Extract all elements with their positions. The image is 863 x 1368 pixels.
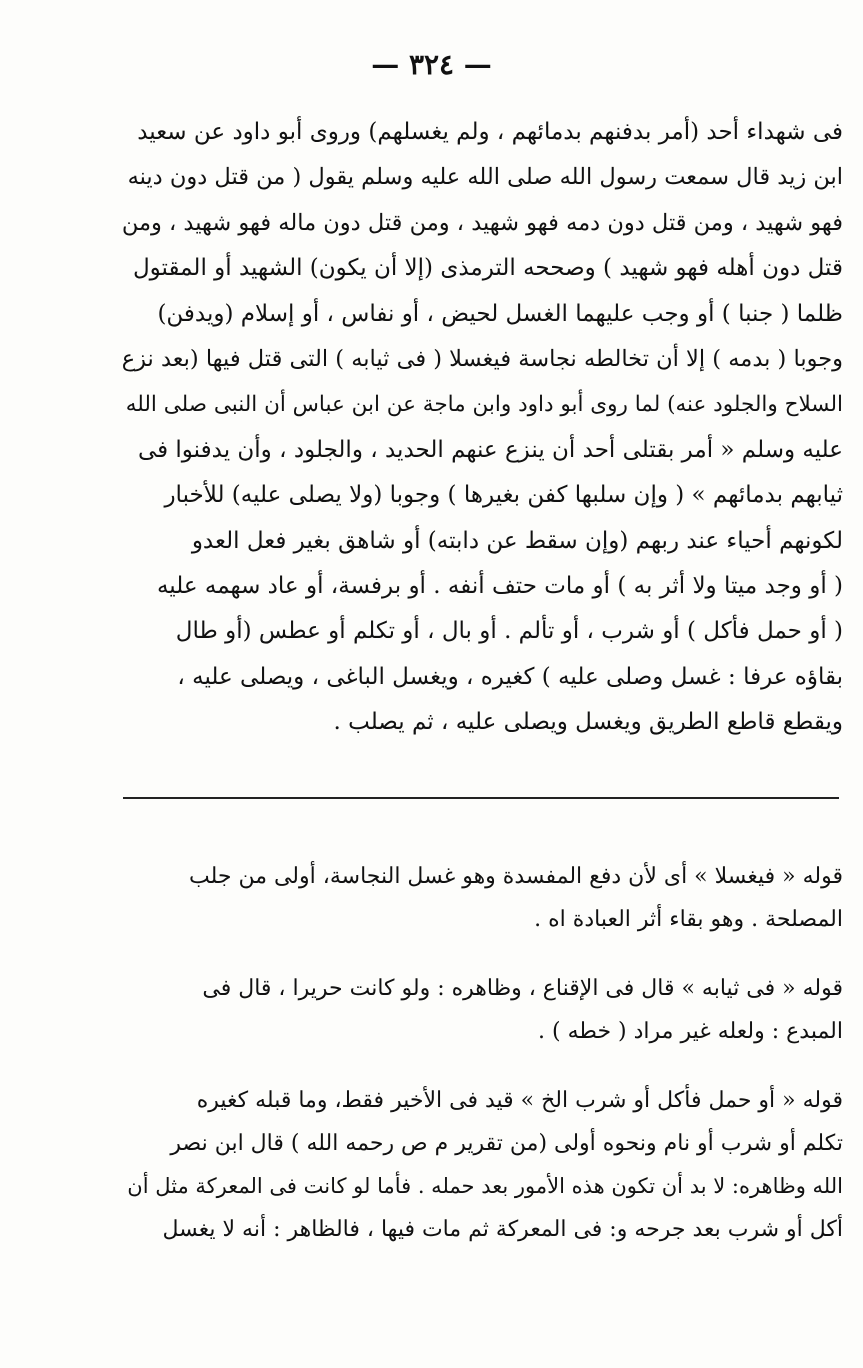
footnote-line: قوله « فى ثيابه » قال فى الإقناع ، وظاهره : ولو كانت حريرا ، قال فى <box>202 976 843 1001</box>
footnote-line: تكلم أو شرب أو نام ونحوه أولى (من تقرير م ص رحمه الله ) قال ابن نصر <box>170 1131 843 1156</box>
main-text-line: ويقطع قاطع الطريق ويغسل ويصلى عليه ، ثم يصلب . <box>333 709 843 736</box>
main-text-line: فى شهداء أحد (أمر بدفنهم بدمائهم ، ولم يغسلهم) وروى أبو داود عن سعيد <box>137 119 843 145</box>
main-text-line: فهو شهيد ، ومن قتل دون دمه فهو شهيد ، ومن قتل دون ماله فهو شهيد ، ومن <box>121 209 843 236</box>
main-text-line: قتل دون أهله فهو شهيد ) وصححه الترمذى (إلا أن يكون) الشهيد أو المقتول <box>132 255 843 282</box>
footnote-line: قوله « فيغسلا » أى لأن دفع المفسدة وهو غسل النجاسة، أولى من جلب <box>188 864 843 889</box>
main-text-line: عليه وسلم « أمر بقتلى أحد أن ينزع عنهم الحديد ، والجلود ، وأن يدفنوا فى <box>137 436 843 463</box>
footnote <box>118 855 843 941</box>
main-text-line: ( أو وجد ميتا ولا أثر به ) أو مات حتف أنفه . أو برفسة، أو عاد سهمه عليه <box>156 572 843 599</box>
main-text-line: ثيابهم بدمائهم » ( وإن سلبها كفن بغيرها ) وجوبا (ولا يصلى عليه) للأخبار <box>164 482 843 509</box>
footnote-line: أكل أو شرب بعد جرحه و: فى المعركة ثم مات فيها ، فالظاهر : أنه لا يغسل <box>162 1217 843 1242</box>
main-text-line: ابن زيد قال سمعت رسول الله صلى الله عليه وسلم يقول ( من قتل دون دينه <box>127 164 843 191</box>
footnote-line: المصلحة . وهو بقاء أثر العبادة اه . <box>534 907 843 932</box>
main-text-body <box>118 110 843 745</box>
footnote-line: المبدع : ولعله غير مراد ( خطه ) . <box>538 1019 843 1044</box>
footnote <box>118 967 843 1053</box>
page-number: — ٣٢٤ — <box>371 48 492 81</box>
main-text-line: بقاؤه عرفا : غسل وصلى عليه ) كغيره ، ويغسل الباغى ، ويصلى عليه ، <box>177 663 843 690</box>
main-text-line: ظلما ( جنبا ) أو وجب عليهما الغسل لحيض ، أو نفاس ، أو إسلام (ويدفن) <box>157 300 843 327</box>
footnote-separator <box>123 797 839 799</box>
main-text-line: السلاح والجلود عنه) لما روى أبو داود وابن ماجة عن ابن عباس أن النبى صلى الله <box>125 392 843 418</box>
main-text-line: ( أو حمل فأكل ) أو شرب ، أو تألم . أو بال ، أو تكلم أو عطس (أو طال <box>175 618 843 645</box>
main-text-line: لكونهم أحياء عند ربهم (وإن سقط عن دابته) أو شاهق بغير فعل العدو <box>191 527 843 554</box>
footnote-line: قوله « أو حمل فأكل أو شرب الخ » قيد فى الأخير فقط، وما قبله كغيره <box>196 1088 843 1113</box>
footnote-line: الله وظاهره: لا بد أن تكون هذه الأمور بعد حمله . فأما لو كانت فى المعركة مثل أن <box>127 1174 843 1198</box>
footnotes <box>118 855 843 1277</box>
footnote <box>118 1079 843 1251</box>
main-text-line: وجوبا ( بدمه ) إلا أن تخالطه نجاسة فيغسلا ( فى ثيابه ) التى قتل فيها (بعد نزع <box>121 345 843 372</box>
